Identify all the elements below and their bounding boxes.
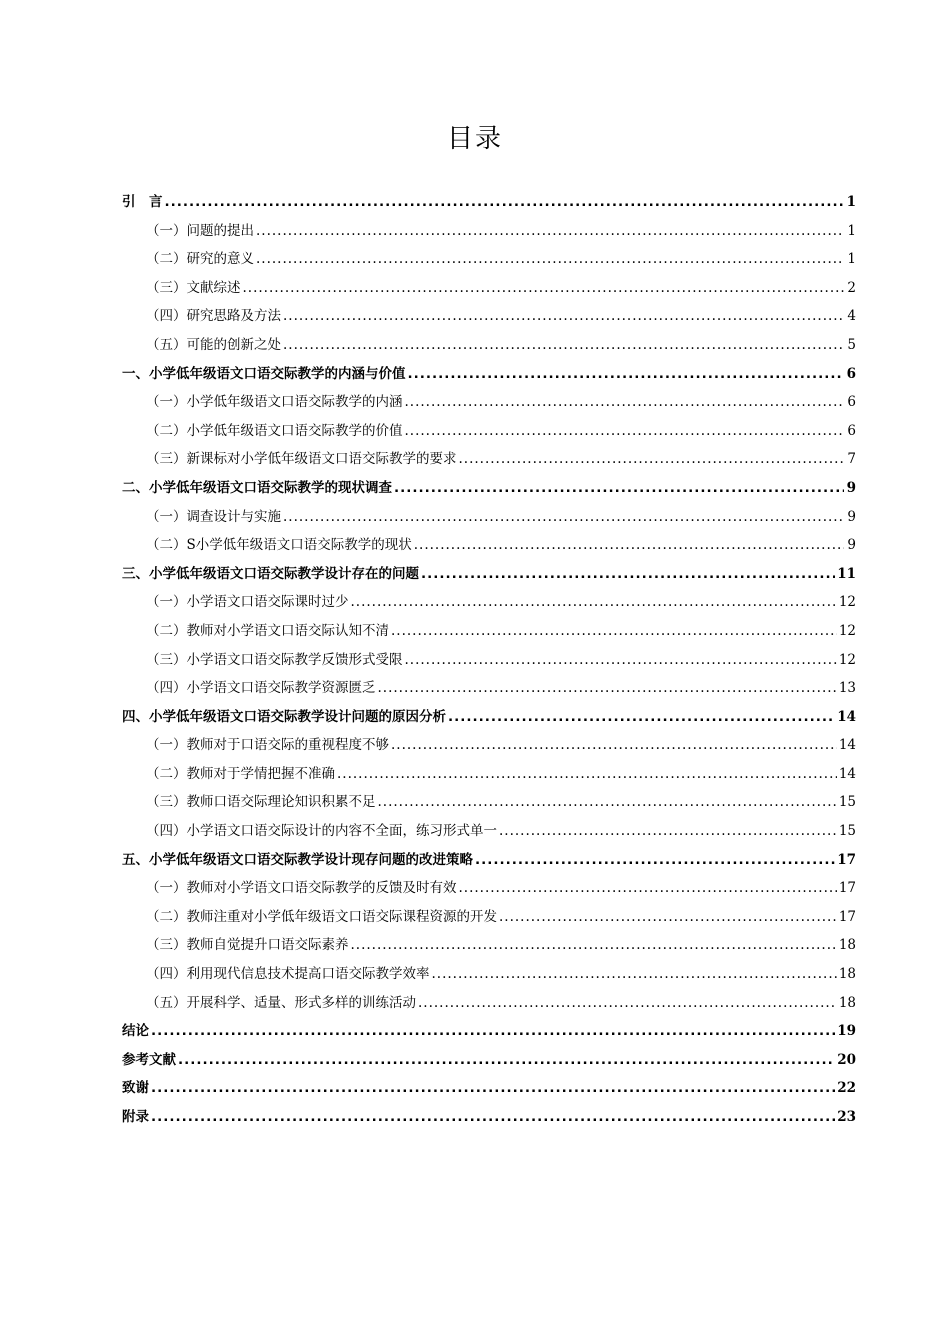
toc-dot-leader [378,788,837,817]
toc-entry-label: （二）研究的意义 [146,251,254,268]
toc-chapter-entry[interactable] [122,560,856,589]
toc-section-entry[interactable] [122,817,856,846]
toc-section-entry[interactable] [122,531,856,560]
toc-entry-label: （四）小学语文口语交际教学资源匮乏 [146,680,376,697]
toc-dot-leader [283,331,844,360]
toc-dot-leader [391,617,837,646]
toc-section-entry[interactable] [122,788,856,817]
toc-page-number: 5 [847,336,856,353]
toc-page-number: 9 [847,508,856,525]
toc-section-entry[interactable] [122,274,856,303]
toc-entry-label: （四）小学语文口语交际设计的内容不全面，练习形式单一 [146,823,497,840]
toc-dot-leader [475,846,835,875]
toc-chapter-entry[interactable] [122,1074,856,1103]
toc-entry-label: （五）开展科学、适量、形式多样的训练活动 [146,994,416,1011]
toc-section-entry[interactable] [122,445,856,474]
toc-entry-label: 参考文献 [122,1051,176,1068]
toc-dot-leader [421,560,835,589]
toc-page-number: 6 [847,422,856,439]
toc-title: 目录 [446,124,503,154]
toc-entry-label: （三）小学语文口语交际教学反馈形式受限 [146,651,403,668]
toc-page-number: 19 [837,1023,856,1040]
toc-page-number: 18 [838,966,856,983]
toc-section-entry[interactable] [122,931,856,960]
toc-entry-label: （三）教师自觉提升口语交际素养 [146,937,349,954]
toc-page-number: 9 [847,537,856,554]
toc-entry-label: （三）文献综述 [146,279,241,296]
toc-section-entry[interactable] [122,388,856,417]
toc-page-number: 14 [838,765,856,782]
toc-entry-label: （一）调查设计与实施 [146,508,281,525]
toc-entry-label: （三）教师口语交际理论知识积累不足 [146,794,376,811]
toc-section-entry[interactable] [122,674,856,703]
toc-dot-leader [165,188,845,217]
toc-section-entry[interactable] [122,617,856,646]
toc-dot-leader [178,1046,835,1075]
toc-dot-leader [243,274,845,303]
toc-page-number: 4 [847,308,856,325]
toc-dot-leader [391,731,837,760]
toc-section-entry[interactable] [122,874,856,903]
toc-page-number: 15 [838,794,856,811]
toc-dot-leader [432,960,837,989]
toc-dot-leader [499,903,837,932]
toc-section-entry[interactable] [122,245,856,274]
toc-page-number: 9 [846,479,856,496]
toc-page-number: 2 [847,279,856,296]
toc-section-entry[interactable] [122,503,856,532]
toc-dot-leader [151,1103,835,1132]
toc-page-number: 12 [838,651,856,668]
toc-entry-label: （二）小学低年级语文口语交际教学的价值 [146,422,403,439]
toc-section-entry[interactable] [122,331,856,360]
toc-page-number: 20 [837,1051,856,1068]
toc-entry-label: 五、小学低年级语文口语交际教学设计现存问题的改进策略 [122,851,473,868]
toc-page-number: 1 [847,222,856,239]
toc-page-number: 11 [837,565,856,582]
toc-entry-label: （一）小学语文口语交际课时过少 [146,594,349,611]
toc-entry-label: （四）利用现代信息技术提高口语交际教学效率 [146,966,430,983]
toc-chapter-entry[interactable] [122,1103,856,1132]
toc-dot-leader [351,931,837,960]
toc-dot-leader [414,531,844,560]
toc-dot-leader [405,388,845,417]
toc-page-number: 12 [838,622,856,639]
toc-dot-leader [337,760,837,789]
toc-chapter-entry[interactable] [122,1046,856,1075]
toc-section-entry[interactable] [122,217,856,246]
toc-entry-label: （一）教师对于口语交际的重视程度不够 [146,737,389,754]
toc-page-number: 15 [838,823,856,840]
toc-dot-leader [405,646,837,675]
toc-entry-label: （二）教师对于学情把握不准确 [146,765,335,782]
toc-dot-leader [283,302,844,331]
toc-dot-leader [378,674,837,703]
toc-dot-leader [459,445,845,474]
toc-entry-label: 三、小学低年级语文口语交际教学设计存在的问题 [122,565,419,582]
toc-chapter-entry[interactable] [122,474,856,503]
toc-page-number: 18 [838,937,856,954]
toc-page-number: 14 [837,708,856,725]
toc-chapter-entry[interactable] [122,703,856,732]
toc-dot-leader [408,360,845,389]
toc-page-number: 6 [846,365,856,382]
toc-dot-leader [394,474,844,503]
toc-dot-leader [151,1017,835,1046]
toc-section-entry[interactable] [122,989,856,1018]
toc-chapter-entry[interactable] [122,360,856,389]
table-of-contents [122,188,856,1132]
toc-page-number: 22 [837,1080,856,1097]
toc-dot-leader [351,588,837,617]
toc-entry-label: （一）教师对小学语文口语交际教学的反馈及时有效 [146,880,457,897]
toc-entry-label: （五）可能的创新之处 [146,336,281,353]
toc-page-number: 6 [847,394,856,411]
toc-page-number: 12 [838,594,856,611]
toc-dot-leader [283,503,844,532]
toc-dot-leader [256,245,844,274]
toc-chapter-entry[interactable] [122,846,856,875]
toc-entry-label: 一、小学低年级语文口语交际教学的内涵与价值 [122,365,406,382]
toc-entry-label: （二）教师对小学语文口语交际认知不清 [146,622,389,639]
toc-section-entry[interactable] [122,588,856,617]
toc-entry-label: 四、小学低年级语文口语交际教学设计问题的原因分析 [122,708,446,725]
toc-section-entry[interactable] [122,417,856,446]
toc-page-number: 13 [838,680,856,697]
toc-page-number: 17 [837,851,856,868]
toc-dot-leader [418,989,837,1018]
toc-section-entry[interactable] [122,302,856,331]
toc-entry-label: （二）教师注重对小学低年级语文口语交际课程资源的开发 [146,908,497,925]
toc-entry-label: 附录 [122,1109,149,1125]
toc-page-number: 14 [838,737,856,754]
toc-page-number: 23 [837,1109,856,1125]
toc-entry-label: （三）新课标对小学低年级语文口语交际教学的要求 [146,451,457,468]
toc-page-number: 1 [846,194,856,210]
toc-section-entry[interactable] [122,646,856,675]
toc-section-entry[interactable] [122,760,856,789]
toc-dot-leader [499,817,837,846]
toc-page-number: 18 [838,994,856,1011]
toc-page-number: 17 [838,880,856,897]
toc-page-number: 1 [847,251,856,268]
toc-entry-label: （一）小学低年级语文口语交际教学的内涵 [146,394,403,411]
toc-entry-label: （一）问题的提出 [146,222,254,239]
toc-entry-label: 二、小学低年级语文口语交际教学的现状调查 [122,479,392,496]
toc-section-entry[interactable] [122,731,856,760]
toc-page-number: 7 [847,451,856,468]
toc-entry-label: 致谢 [122,1080,149,1097]
toc-entry-label: （四）研究思路及方法 [146,308,281,325]
toc-entry-label: 结论 [122,1023,149,1040]
toc-page-number: 17 [838,908,856,925]
toc-entry-label: （二）S小学低年级语文口语交际教学的现状 [146,537,412,554]
toc-dot-leader [405,417,845,446]
toc-chapter-entry[interactable] [122,188,856,217]
toc-chapter-entry[interactable] [122,1017,856,1046]
toc-entry-label: 引 言 [122,194,163,210]
toc-dot-leader [151,1074,835,1103]
toc-section-entry[interactable] [122,960,856,989]
toc-section-entry[interactable] [122,903,856,932]
toc-dot-leader [459,874,837,903]
toc-dot-leader [256,217,844,246]
toc-dot-leader [448,703,835,732]
